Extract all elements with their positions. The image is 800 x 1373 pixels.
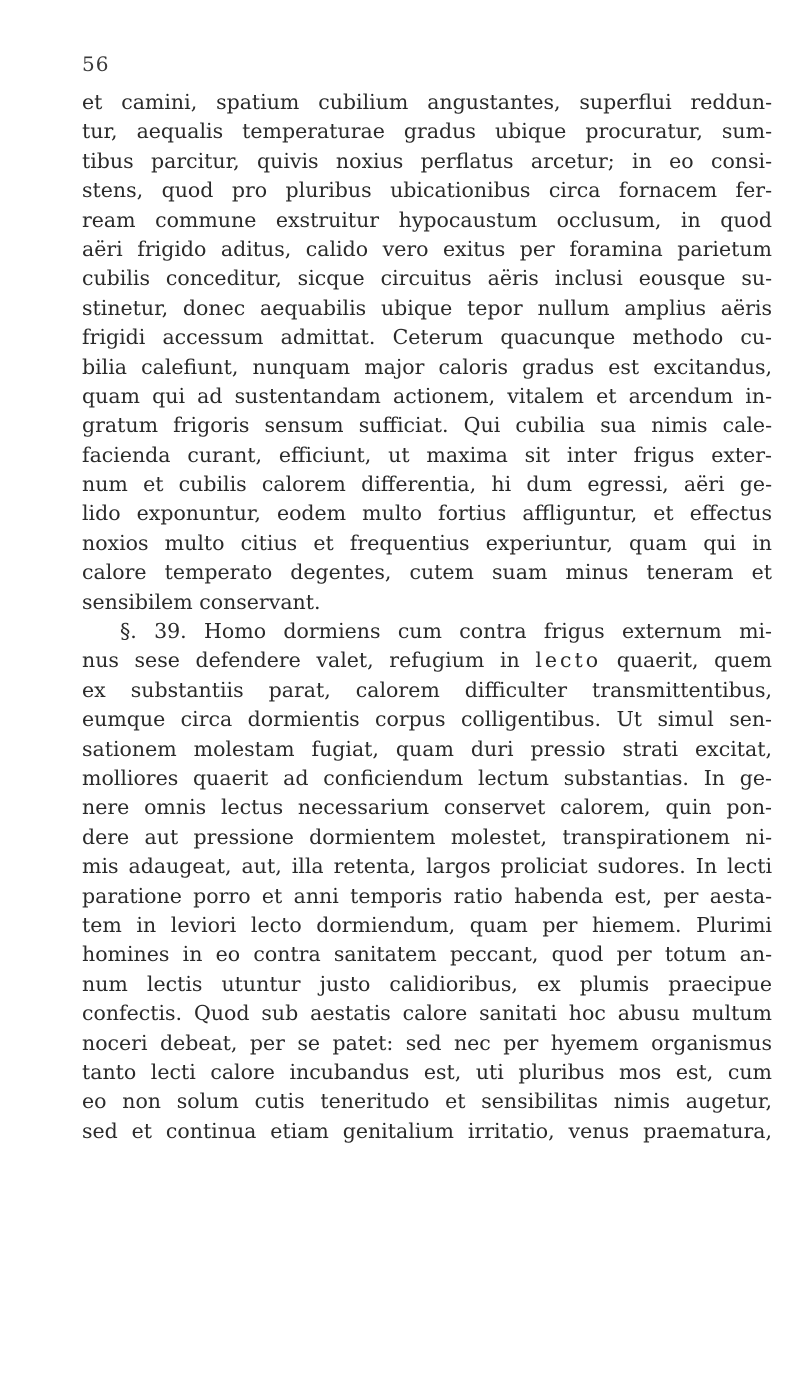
text-line: ex substantiis parat, calorem difficulter transmittentibus,: [82, 677, 772, 702]
text-line: confectis. Quod sub aestatis calore sanitati hoc abusu multum: [82, 1001, 772, 1026]
text-line: dere aut pressione dormientem molestet, transpirationem ni-: [82, 824, 772, 849]
text-line: frigidi accessum admittat. Ceterum quacunque methodo cu-: [82, 325, 772, 350]
text-line: gratum frigoris sensum sufficiat. Qui cubilia sua nimis cale-: [82, 413, 772, 438]
text-segment: nus sese defendere valet, refugium in: [82, 648, 536, 673]
body-text: [82, 88, 772, 1146]
text-line: molliores quaerit ad conficiendum lectum substantias. In ge-: [82, 765, 772, 790]
text-line: et camini, spatium cubilium angustantes, superflui reddun-: [82, 90, 772, 114]
text-line: facienda curant, efficiunt, ut maxima sit inter frigus exter-: [82, 442, 772, 467]
text-line: noceri debeat, per se patet: sed nec per hyemem organismus: [82, 1030, 772, 1055]
text-line: ream commune exstruitur hypocaustum occlusum, in quod: [82, 207, 772, 232]
text-line: homines in eo contra sanitatem peccant, quod per totum an-: [82, 942, 772, 967]
text-line: paratione porro et anni temporis ratio habenda est, per aesta-: [82, 883, 772, 908]
page-number: 56: [82, 52, 110, 76]
paragraph-2: [82, 617, 772, 1146]
text-line: tur, aequalis temperaturae gradus ubique procuratur, sum-: [82, 119, 772, 144]
text-line: nere omnis lectus necessarium conservet calorem, quin pon-: [82, 795, 772, 820]
text-segment: quaerit, quem: [601, 648, 772, 673]
paragraph-1: [82, 88, 772, 617]
text-line: num et cubilis calorem differentia, hi dum egressi, aëri ge-: [82, 472, 772, 497]
text-line: stinetur, donec aequabilis ubique tepor nullum amplius aëris: [82, 295, 772, 320]
text-line: tibus parcitur, quivis noxius perflatus arcetur; in eo consi-: [82, 148, 772, 173]
text-line: eumque circa dormientis corpus colligentibus. Ut simul sen-: [82, 707, 772, 732]
text-line: eo non solum cutis teneritudo et sensibilitas nimis augetur,: [82, 1089, 772, 1114]
text-line: noxios multo citius et frequentius experiuntur, quam qui in: [82, 530, 772, 555]
text-line: sationem molestam fugiat, quam duri pressio strati excitat,: [82, 736, 772, 761]
text-line: calore temperato degentes, cutem suam minus teneram et: [82, 560, 772, 585]
text-line: sensibilem conservant.: [82, 589, 321, 614]
text-line: aëri frigido aditus, calido vero exitus per foramina parietum: [82, 236, 772, 261]
text-line: stens, quod pro pluribus ubicationibus circa fornacem fer-: [82, 178, 772, 203]
text-line: sed et continua etiam genitalium irritatio, venus praematura,: [82, 1118, 772, 1143]
text-line: [82, 646, 772, 675]
text-line: quam qui ad sustentandam actionem, vitalem et arcendum in-: [82, 383, 772, 408]
text-line: cubilis conceditur, sicque circuitus aëris inclusi eousque su-: [82, 266, 772, 291]
section-heading-line: §. 39. Homo dormiens cum contra frigus externum mi-: [120, 619, 772, 644]
text-line: bilia calefiunt, nunquam major caloris gradus est excitandus,: [82, 354, 772, 379]
emphasized-word: lecto: [535, 648, 602, 673]
text-line: mis adaugeat, aut, illa retenta, largos proliciat sudores. In lecti: [82, 854, 772, 879]
text-line: lido exponuntur, eodem multo fortius affliguntur, et effectus: [82, 501, 772, 526]
text-line: tem in leviori lecto dormiendum, quam per hiemem. Plurimi: [82, 912, 772, 937]
text-line: tanto lecti calore incubandus est, uti pluribus mos est, cum: [82, 1059, 772, 1084]
text-line: num lectis utuntur justo calidioribus, ex plumis praecipue: [82, 971, 772, 996]
